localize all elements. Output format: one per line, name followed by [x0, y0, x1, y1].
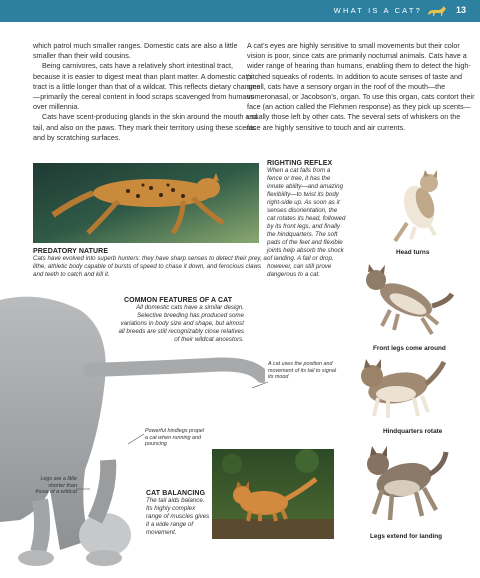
caption-title: CAT BALANCING — [146, 490, 206, 497]
step-label: Hindquarters rotate — [383, 428, 443, 435]
righting-reflex-caption — [267, 160, 347, 279]
page-number: 13 — [455, 5, 466, 15]
falling-cat-photo-3 — [348, 354, 448, 426]
caption-title: RIGHTING REFLEX — [267, 160, 333, 167]
falling-cat-photo-2 — [352, 258, 457, 338]
falling-cat-photo-4 — [352, 440, 452, 528]
tail-annotation: A cat uses the position and movement of its tail to signal its mood — [268, 361, 337, 381]
common-features-caption — [116, 297, 244, 344]
tail-leader-line — [250, 380, 270, 390]
leaping-cat-photo — [33, 163, 259, 243]
falling-cat-photo-1 — [385, 163, 455, 245]
left-column — [33, 41, 261, 143]
step-label: Head turns — [396, 249, 430, 256]
legs-leader-line — [76, 486, 92, 492]
caption-body: All domestic cats have a similar design. Selective breeding has produced some variations in body size and shape, but almost all breeds are still recognizably close relatives of their wildcat ancestors. — [118, 304, 244, 343]
step-label: Front legs come around — [373, 345, 446, 352]
paragraph: Being carnivores, cats have a relatively short intestinal tract, because it is easier to digest meat than plant matter. A domestic cat’s tract is a little longer than that of a wildcat. This reflects dietary changes—primarily the cereal content in food scraps scavenged from humans over millennia. — [33, 61, 261, 112]
caption-body: The tail aids balance. Its highly complex range of muscles gives it a wide range of movement. — [146, 497, 210, 536]
section-title: WHAT IS A CAT? — [333, 6, 422, 15]
caption-body: When a cat falls from a fence or tree, it has the innate ability—and amazing flexibility—to twist its body right-side up. As soon as it senses disorientation, the cat rotates its head, followed by its front legs, and finally the hindquarters. The soft pads of the feet and flexible joints help absorb the shock of landing. A fall or drop, however, can still prove dangerous to a cat. — [267, 167, 346, 278]
right-column — [247, 41, 475, 133]
paragraph: which patrol much smaller ranges. Domestic cats are also a little smaller than their wild cousins. — [33, 41, 238, 61]
predatory-nature-caption — [33, 248, 273, 279]
legs-annotation: Legs are a little shorter than those of a wildcat — [35, 476, 77, 496]
balancing-cat-photo — [212, 449, 334, 539]
caption-body: Cats have evolved into superb hunters: they have sharp senses to detect their prey, a lithe, athletic body capable of bursts of speed to chase it down, and ferocious claws and teeth to catch and kill it. — [33, 255, 267, 278]
step-label: Legs extend for landing — [370, 533, 443, 540]
paragraph: Cats have scent-producing glands in the skin around the mouth and tail, and also on the paws. They mark their territory using these scents and by scratching surfaces. — [33, 112, 258, 142]
hindlegs-annotation: Powerful hindlegs propel a cat when running and pouncing — [145, 428, 205, 448]
paragraph: A cat’s eyes are highly sensitive to small movements but their color vision is poor, since cats are primarily nocturnal animals. Cats have a wider range of hearing than humans, enabling them to detect the high-pitched squeaks of rodents. In addition to acute senses of taste and smell, cats have a sensory organ in the roof of the mouth—the vomeronasal, or Jacobson’s, organ. To use this organ, cats contort their face (an action called the Flehmen response) as they pick up scents—usually those left by other cats. The several sets of whiskers on the face are highly sensitive to touch and air currents. — [247, 41, 475, 132]
caption-title: COMMON FEATURES OF A CAT — [124, 297, 233, 304]
cat-balancing-caption — [146, 490, 212, 537]
caption-title: PREDATORY NATURE — [33, 248, 109, 255]
hindlegs-leader-line — [126, 432, 146, 446]
cat-silhouette-icon — [427, 5, 447, 17]
